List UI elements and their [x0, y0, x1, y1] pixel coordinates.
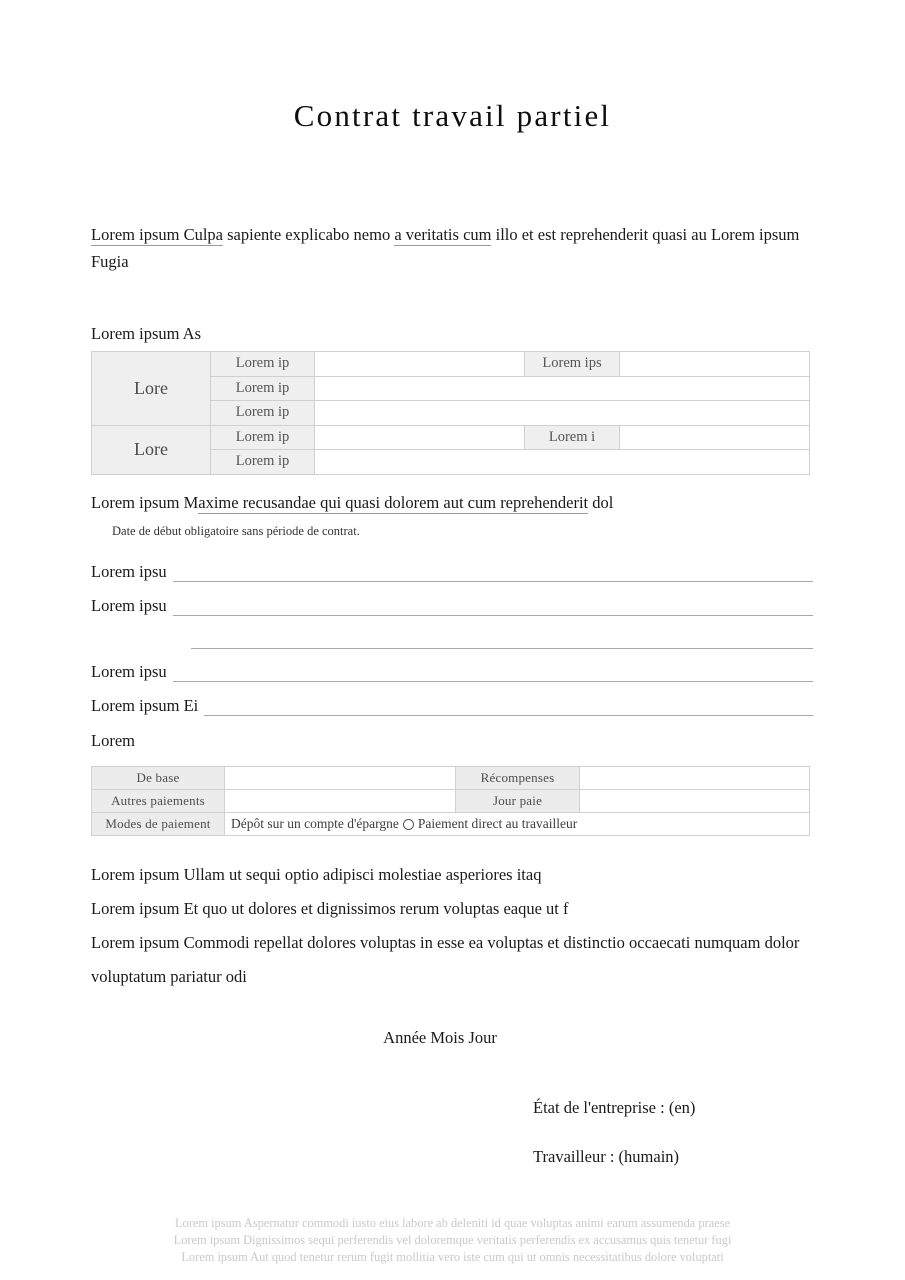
table-row — [92, 790, 810, 813]
body-paragraph-3: Lorem ipsum Commodi repellat dolores voluptas in esse ea voluptas et distinctio occaecati numquam dolor voluptatum pariatur odi — [91, 933, 800, 986]
payment-value-base[interactable] — [225, 767, 456, 790]
identity-row-sublabel: Lorem i — [525, 425, 620, 450]
body-paragraph-2: Lorem ipsum Et quo ut dolores et dignissimos rerum voluptas eaque ut f — [91, 899, 569, 918]
payment-modes-label: Modes de paiement — [92, 813, 225, 836]
identity-group-label-1: Lore — [92, 352, 211, 426]
section-label-payment: Lorem — [91, 731, 135, 750]
identity-row-subvalue[interactable] — [620, 425, 810, 450]
intro-paragraph — [91, 221, 817, 275]
table-row — [92, 352, 810, 377]
date-line: Année Mois Jour — [383, 1028, 497, 1047]
identity-table — [91, 351, 810, 475]
table-row — [92, 425, 810, 450]
form-field-row-1 — [91, 562, 813, 582]
footer-line-1: Lorem ipsum Aspernatur commodi iusto eius labore ab deleniti id quae voluptas animi earum assumenda praese — [174, 1216, 731, 1230]
section-label-identity: Lorem ipsum As — [91, 324, 201, 343]
payment-label-other: Autres paiements — [92, 790, 225, 813]
contract-line-prefix: Lorem ipsum M — [91, 493, 199, 512]
footer-line-3: Lorem ipsum Aut quod tenetur rerum fugit mollitia vero iste cum qui ut omnis necessitatibus dolore voluptati — [181, 1250, 724, 1264]
form-field-row-2 — [91, 596, 813, 616]
form-field-row-3 — [191, 629, 813, 649]
intro-underline-2: a veritatis cum — [394, 225, 492, 244]
form-field-input-3[interactable] — [191, 629, 813, 649]
identity-row-label: Lorem ip — [211, 352, 315, 377]
payment-label-payday: Jour paie — [456, 790, 580, 813]
payment-mode-option-2[interactable]: Paiement direct au travailleur — [417, 816, 578, 831]
form-field-row-4 — [91, 662, 813, 682]
identity-row-value[interactable] — [315, 376, 810, 401]
identity-row-sublabel: Lorem ips — [525, 352, 620, 377]
identity-row-label: Lorem ip — [211, 376, 315, 401]
identity-row-value[interactable] — [315, 450, 810, 475]
contract-line-suffix: dol — [588, 493, 614, 512]
contract-date-line — [91, 493, 613, 513]
form-field-row-5 — [91, 696, 813, 716]
identity-row-subvalue[interactable] — [620, 352, 810, 377]
intro-text-1: sapiente explicabo nemo — [222, 225, 395, 244]
form-field-label: Lorem ipsu — [91, 562, 167, 581]
identity-row-label: Lorem ip — [211, 401, 315, 426]
payment-value-payday[interactable] — [580, 790, 810, 813]
form-field-label: Lorem ipsum Ei — [91, 696, 199, 715]
body-paragraph-1: Lorem ipsum Ullam ut sequi optio adipisci molestiae asperiores itaq — [91, 865, 542, 884]
payment-value-other[interactable] — [225, 790, 456, 813]
footer-line-2: Lorem ipsum Dignissimos sequi perferendis vel doloremque veritatis perferendis ex accusamus quis tenetur fugi — [173, 1233, 732, 1247]
form-field-label: Lorem ipsu — [91, 662, 167, 681]
payment-value-rewards[interactable] — [580, 767, 810, 790]
identity-row-value[interactable] — [315, 352, 525, 377]
payment-modes-options — [225, 813, 810, 836]
identity-group-label-2: Lore — [92, 425, 211, 474]
table-row — [92, 767, 810, 790]
identity-row-label: Lorem ip — [211, 450, 315, 475]
payment-label-base: De base — [92, 767, 225, 790]
identity-row-value[interactable] — [315, 401, 810, 426]
payment-label-rewards: Récompenses — [456, 767, 580, 790]
form-field-input-4[interactable] — [173, 662, 813, 682]
payment-table — [91, 766, 810, 836]
contract-note: Date de début obligatoire sans période de contrat. — [112, 524, 360, 538]
intro-underline-1: Lorem ipsum Culpa — [91, 225, 223, 244]
identity-row-label: Lorem ip — [211, 425, 315, 450]
form-field-input-1[interactable] — [173, 562, 813, 582]
form-field-label: Lorem ipsu — [91, 596, 167, 615]
payment-mode-option-1[interactable]: Dépôt sur un compte d'épargne — [231, 816, 399, 831]
signature-worker: Travailleur : (humain) — [533, 1147, 680, 1166]
signature-company: État de l'entreprise : (en) — [533, 1098, 696, 1117]
contract-line-underlined: axime recusandae qui quasi dolorem aut cum reprehenderit — [198, 493, 589, 512]
footer — [0, 1215, 905, 1266]
form-field-input-5[interactable] — [204, 696, 813, 716]
form-field-input-2[interactable] — [173, 596, 813, 616]
identity-row-value[interactable] — [315, 425, 525, 450]
table-row — [92, 813, 810, 836]
page-title: Contrat travail partiel — [293, 98, 612, 133]
radio-unchecked-icon[interactable] — [403, 819, 414, 830]
intro-text-2: illo et est reprehenderit quasi au Lorem ipsum Fugia — [91, 225, 800, 271]
